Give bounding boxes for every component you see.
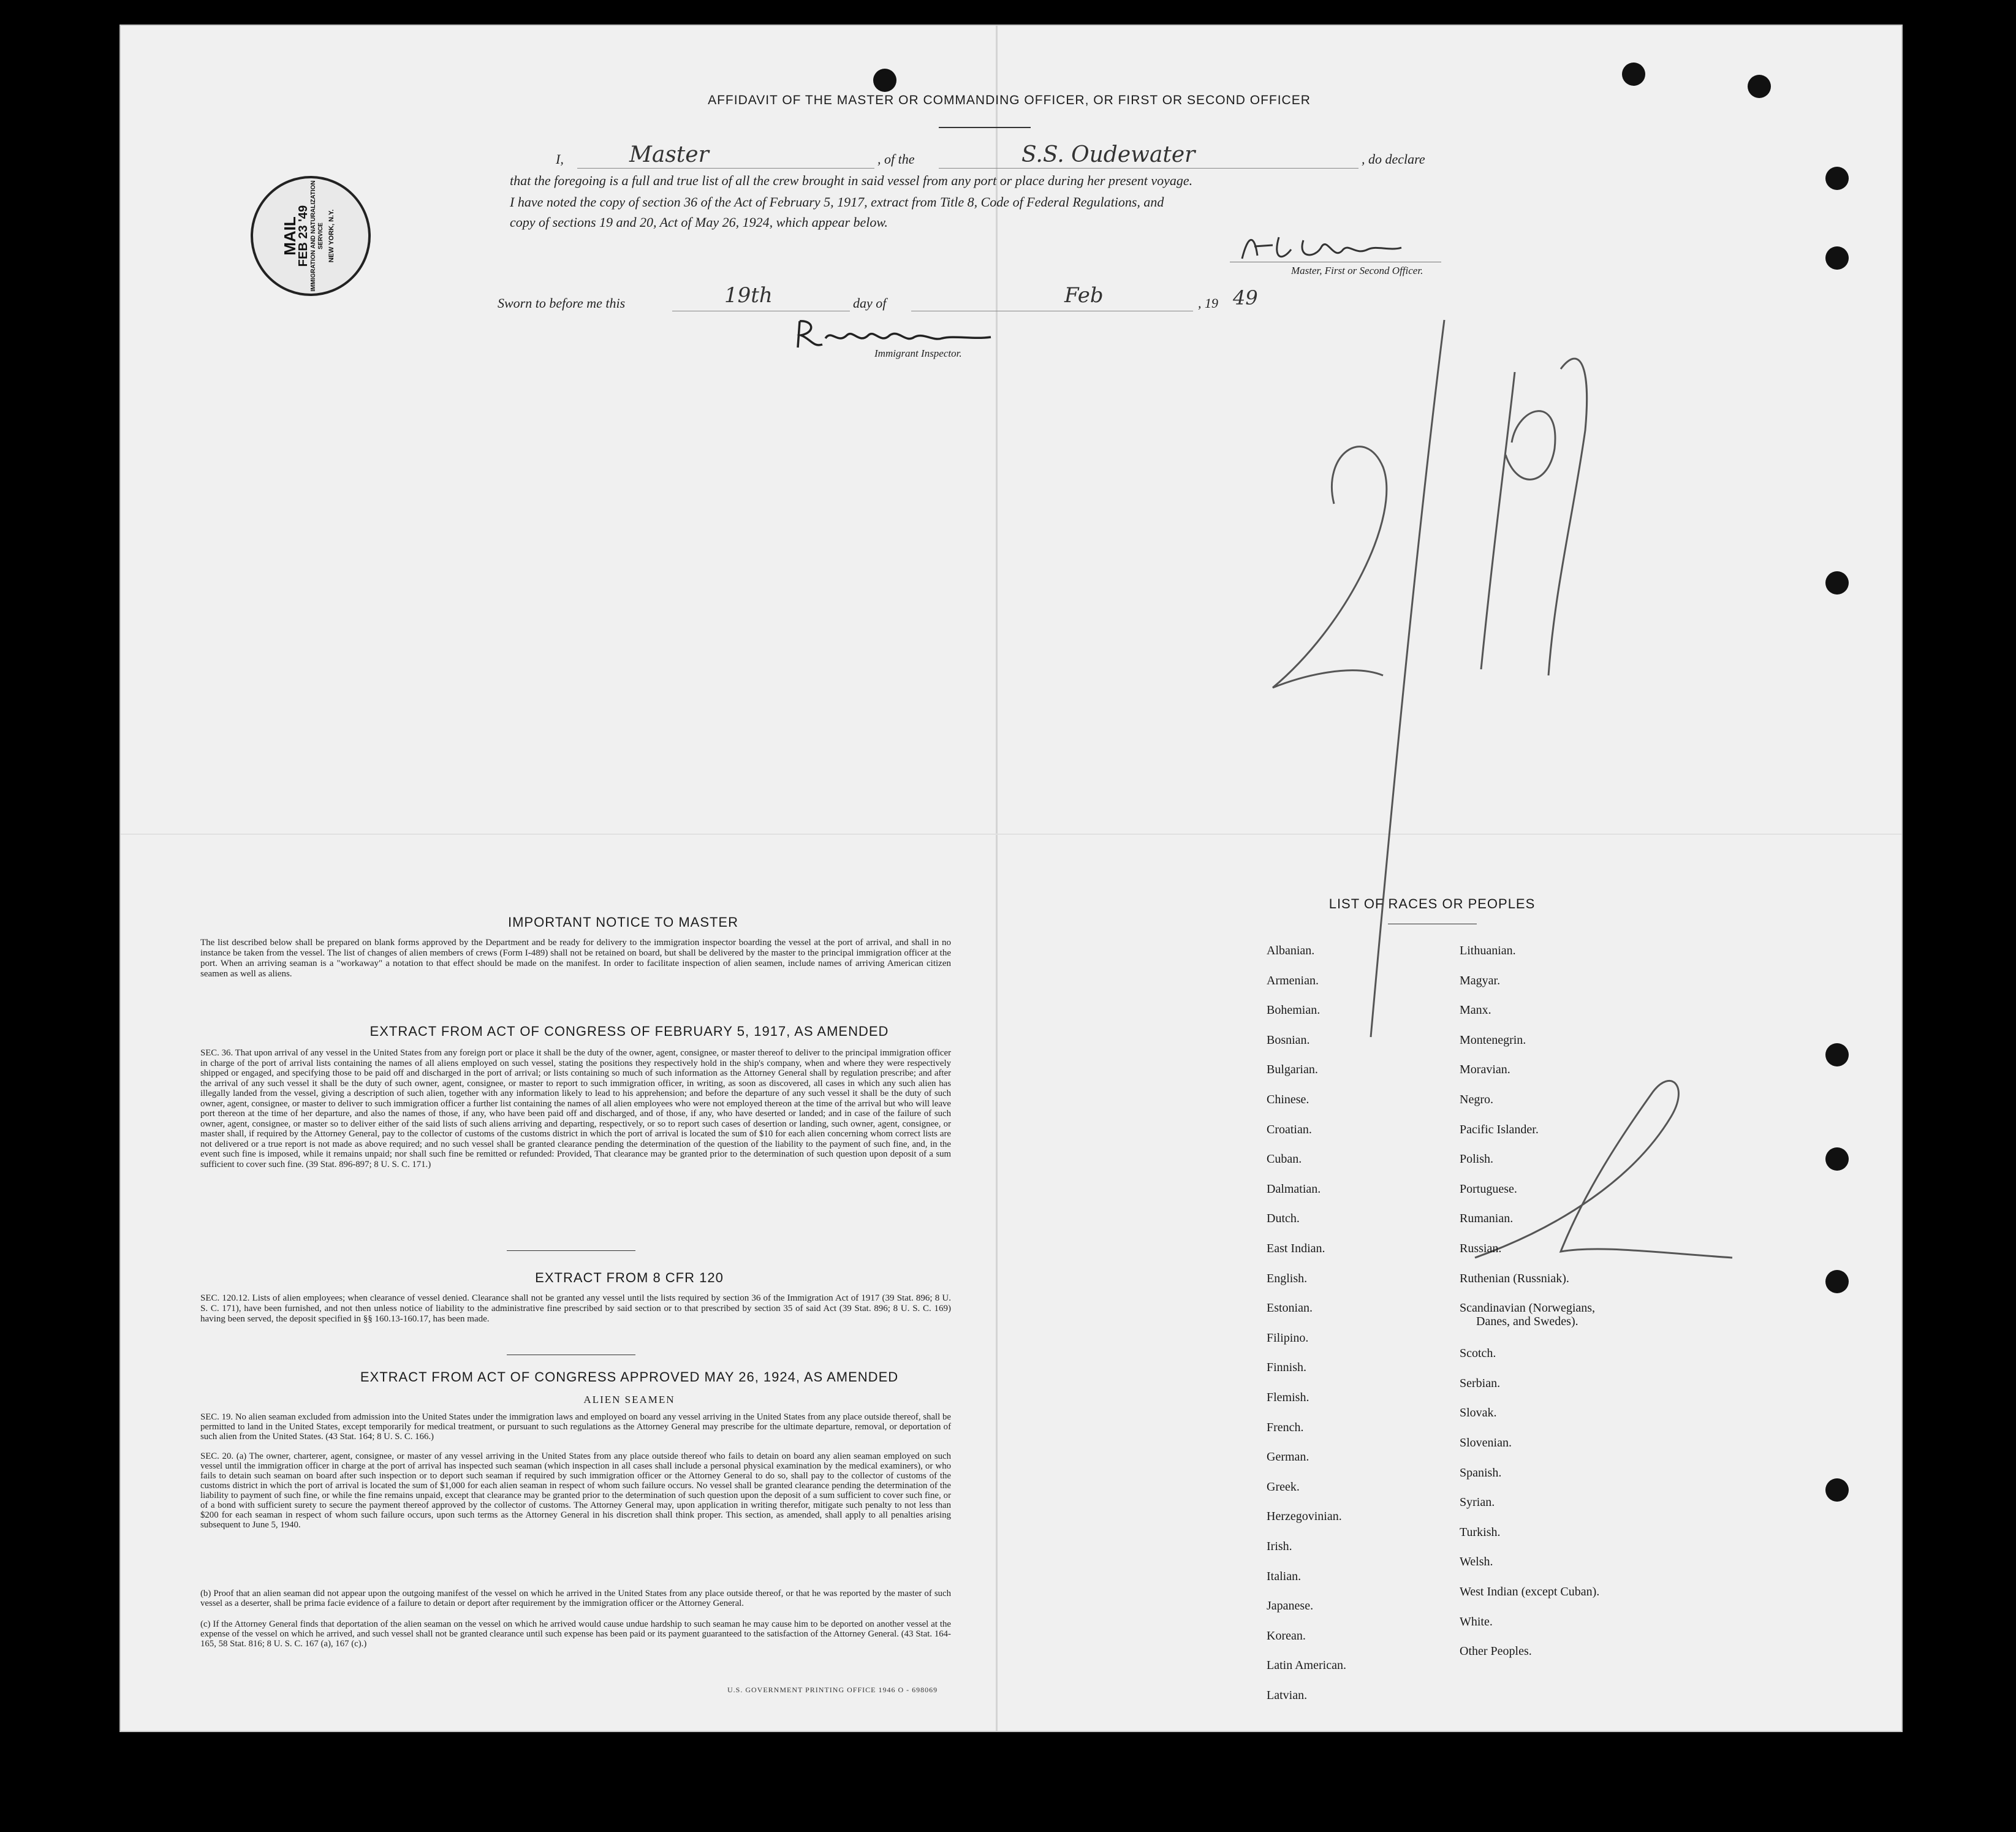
- race-item-right: Pacific Islander.: [1460, 1122, 1539, 1136]
- of-the-label: , of the: [877, 151, 915, 167]
- affidavit-line2: that the foregoing is a full and true list of all the crew brought in said vessel from any port or place during her present voyage.: [510, 173, 1193, 188]
- race-item-left: Japanese.: [1267, 1599, 1314, 1613]
- punch-hole: [1748, 75, 1771, 98]
- rank-line: [577, 168, 874, 169]
- race-item-left: Dutch.: [1267, 1212, 1300, 1226]
- race-item-right: Turkish.: [1460, 1525, 1501, 1539]
- stamp-line3: IMMIGRATION AND NATURALIZATION SERVICE: [310, 180, 324, 292]
- sworn-month: Feb: [1064, 283, 1104, 308]
- affidavit-title: AFFIDAVIT OF THE MASTER OR COMMANDING OFFICER, OR FIRST OR SECOND OFFICER: [708, 93, 1311, 107]
- form-sheet: [119, 25, 1903, 1732]
- race-item-left: Estonian.: [1267, 1301, 1313, 1315]
- race-item-right: Rumanian.: [1460, 1212, 1514, 1226]
- race-item-left: Bulgarian.: [1267, 1063, 1318, 1077]
- extract-1924-sec20a: SEC. 20. (a) The owner, charterer, agent, consignee, or master of any vessel arriving in the United States from any place outside thereof who fails to detain on board any alien seaman employed on such vessel until the immigration officer in charge at the port of arrival has inspected such seaman (which inspection in all cases shall include a personal physical examination by the medical examiners), or who fails to detain such seaman on board after such inspection or to deport such seaman if required by such immigration officer or the Attorney General to do so, shall pay to the collector of customs of the customs district in which the port of arrival is located the sum of $1,000 for each alien seaman in respect of whom such failure occurs. No vessel shall be granted clearance pending the determination of the liability to payment of such fine, or while the fine remains unpaid, except that clearance may be granted prior to the determination of such question upon the deposit of a sum sufficient to cover such fine, or of a bond with sufficient surety to secure the payment thereof approved by the collector of customs. The Attorney General may, upon application in writing therefor, mitigate such penalty to not less than $200 for each seaman in respect of whom such failure occurs, upon such terms as the Attorney General in his discretion shall think proper. This section, as amended, shall apply to all penalties arising subsequent to June 5, 1940.: [200, 1451, 951, 1530]
- race-item-right: West Indian (except Cuban).: [1460, 1585, 1600, 1598]
- race-item-left: Italian.: [1267, 1569, 1302, 1583]
- race-item-left: Irish.: [1267, 1540, 1292, 1553]
- notice-body: The list described below shall be prepared on blank forms approved by the Department and be ready for delivery to the immigration inspector boarding the vessel at the port of arrival, and shall in no instance be taken from the vessel. The list of changes of alien members of crews (Form I-489) shall not be retained on board, but shall be delivered by the master to the principal immigration officer at the port. When an arriving seaman is a "workaway" a notation to that effect should be made on the manifest. In order to facilitate inspection of alien seamen, include names of arriving American citizen seamen as well as aliens.: [200, 938, 951, 979]
- punch-hole: [1825, 1043, 1849, 1066]
- extract-1924-title: EXTRACT FROM ACT OF CONGRESS APPROVED MAY 26, 1924, AS AMENDED: [360, 1369, 899, 1385]
- stamp-line1: MAIL: [281, 216, 299, 256]
- race-item-right: Slovenian.: [1460, 1436, 1512, 1450]
- race-item-right: Lithuanian.: [1460, 944, 1516, 957]
- race-item-left: Flemish.: [1267, 1391, 1309, 1404]
- race-item-right: Welsh.: [1460, 1555, 1493, 1569]
- race-item-right: Serbian.: [1460, 1376, 1501, 1390]
- race-item-left: Croatian.: [1267, 1122, 1312, 1136]
- stamp-line4: NEW YORK, N.Y.: [328, 209, 335, 263]
- race-item-left: East Indian.: [1267, 1242, 1325, 1255]
- race-item-right: Manx.: [1460, 1003, 1491, 1017]
- race-item-right: Negro.: [1460, 1093, 1493, 1106]
- race-item-right: Scandinavian (Norwegians,: [1460, 1301, 1596, 1315]
- race-item-right: Other Peoples.: [1460, 1644, 1532, 1659]
- race-item-left: Herzegovinian.: [1267, 1510, 1342, 1524]
- extract-1924-sec19: SEC. 19. No alien seaman excluded from admission into the United States under the immigration laws and employed on board any vessel arriving in the United States from any place outside thereof, shall be permitted to land in the United States, except temporarily for medical treatment, or pursuant to such regulations as the Attorney General may prescribe for the ultimate departure, removal, or deportation of such alien from the United States. (43 Stat. 164; 8 U. S. C. 166.): [200, 1412, 951, 1442]
- year-suffix: 49: [1233, 286, 1258, 310]
- extract-1924-sec20b: (b) Proof that an alien seaman did not appear upon the outgoing manifest of the vessel on which he arrived in the United States from any place outside thereof, or that he was reported by the master of such vessel as a deserter, shall be prima facie evidence of a failure to detain or deport after requirement by the immigration officer or the Attorney General.: [200, 1589, 951, 1608]
- sworn-day: 19th: [724, 283, 773, 308]
- race-item-left: Filipino.: [1267, 1331, 1309, 1345]
- rank-handwritten: Master: [629, 142, 709, 167]
- race-item-left: Cuban.: [1267, 1152, 1302, 1166]
- race-item-left: Korean.: [1267, 1629, 1306, 1643]
- race-item-left: French.: [1267, 1420, 1304, 1434]
- races-title: LIST OF RACES OR PEOPLES: [1328, 896, 1536, 911]
- printer-imprint: U.S. GOVERNMENT PRINTING OFFICE 1946 O - 698069: [727, 1686, 938, 1694]
- extract-1917-title: EXTRACT FROM ACT OF CONGRESS OF FEBRUARY 5, 1917, AS AMENDED: [369, 1024, 889, 1039]
- notice-title: IMPORTANT NOTICE TO MASTER: [507, 914, 738, 930]
- extract-1924-subtitle: ALIEN SEAMEN: [583, 1394, 675, 1405]
- race-item-right: Magyar.: [1460, 973, 1501, 987]
- race-item-right: Russian.: [1460, 1242, 1502, 1255]
- race-item-right: Spanish.: [1460, 1465, 1502, 1480]
- punch-hole: [1825, 1147, 1849, 1171]
- extract-1917-body: SEC. 36. That upon arrival of any vessel in the United States from any foreign port or place it shall be the duty of the owner, agent, consignee, or master thereof to deliver to the principal immigration officer in charge of the port of arrival lists containing the names of all aliens employed on such vessel, stating the positions they respectively hold in the ship's company, when and where they were respectively shipped or engaged, and specifying those to be paid off and discharged in the port of arrival; or lists containing so much of such information as the Attorney General shall by regulation prescribe; and after the arrival of any such vessel it shall be the duty of such owner, agent, consignee, or master to report to such immigration officer, in writing, as soon as discovered, all cases in which any such alien has illegally landed from the vessel, giving a description of such alien, together with any information likely to lead to his apprehension; and before the departure of any such vessel it shall be the duty of such owner, agent, consignee, or master to deliver to such immigration officer a further list containing the names of all alien employees who were not employed thereon at the time of the arrival but who will leave port thereon at the time of her departure, and also the names of those, if any, who have been paid off and discharged, and of those, if any, who have deserted or landed; and in case of the failure of such owner, agent, consignee, or master so to deliver either of the said lists of such aliens arriving and departing, respectively, or so to report such cases of desertion or landing, such owner, agent, consignee, or master shall, if required by the Attorney General, pay to the collector of customs of the customs district in which the port of arrival is located the sum of $10 for each alien concerning whom correct lists are not delivered or a true report is not made as above required; and no such vessel shall be granted clearance pending the determination of the question of the liability to the payment of such fine, and, in the event such fine is imposed, while it remains unpaid; nor shall such fine be remitted or refunded: Provided, That clearance may be granted prior to the determination of such question upon deposit of a sum sufficient to cover such fine. (39 Stat. 896-897; 8 U. S. C. 171.): [200, 1048, 951, 1169]
- affidavit-line4: copy of sections 19 and 20, Act of May 26, 1924, which appear below.: [510, 215, 888, 230]
- extract-8cfr-title: EXTRACT FROM 8 CFR 120: [535, 1270, 724, 1285]
- affidavit-line3: I have noted the copy of section 36 of the Act of February 5, 1917, extract from Title 8, Code of Federal Regulations, and: [510, 194, 1164, 210]
- punch-hole: [1825, 1478, 1849, 1502]
- sworn-prefix: Sworn to before me this: [498, 295, 626, 311]
- race-item-left: Bohemian.: [1267, 1003, 1321, 1017]
- race-item-left: Chinese.: [1267, 1093, 1309, 1106]
- day-of-label: day of: [853, 295, 887, 311]
- race-item-right: Moravian.: [1460, 1063, 1510, 1077]
- extract-8cfr-body: SEC. 120.12. Lists of alien employees; when clearance of vessel denied. Clearance shall not be granted any vessel until the lists required by section 36 of the Immigration Act of 1917 (39 Stat. 896; 8 U. S. C. 171), have been furnished, and not then unless notice of liability to the administrative fine prescribed by said section or to that prescribed by section 35 of said Act (39 Stat. 896; 8 U. S. C. 169) having been served, the deposit specified in §§ 160.13-160.17, has been made.: [200, 1293, 951, 1324]
- stamp-line2: FEB 23 '49: [297, 205, 310, 267]
- vessel-handwritten: S.S. Oudewater: [1021, 142, 1196, 167]
- vessel-line: [939, 168, 1359, 169]
- punch-hole: [1825, 571, 1849, 595]
- punch-hole: [1825, 167, 1849, 190]
- punch-hole: [873, 69, 896, 92]
- race-item-left: Greek.: [1267, 1480, 1300, 1494]
- rule-1: [507, 1250, 635, 1251]
- race-item-left: English.: [1267, 1271, 1308, 1285]
- race-item-right: Danes, and Swedes).: [1476, 1315, 1578, 1329]
- race-item-left: Bosnian.: [1267, 1033, 1310, 1047]
- affidavit-line1-prefix: I,: [556, 151, 564, 167]
- race-item-left: Armenian.: [1267, 973, 1319, 987]
- race-item-left: Albanian.: [1267, 944, 1315, 957]
- race-item-right: Polish.: [1460, 1152, 1494, 1166]
- punch-hole: [1825, 1270, 1849, 1293]
- punch-hole: [1825, 246, 1849, 270]
- inspector-caption: Immigrant Inspector.: [874, 348, 962, 359]
- mail-stamp: [251, 176, 371, 296]
- race-item-right: Montenegrin.: [1460, 1033, 1526, 1047]
- center-fold: [996, 26, 998, 1731]
- extract-1924-sec20c: (c) If the Attorney General finds that deportation of the alien seaman on the vessel on which he arrived would cause undue hardship to such seaman he may cause him to be deported on another vessel at the expense of the vessel on which he arrived, and such vessel shall not be granted clearance until such expense has been paid or its payment guaranteed to the satisfaction of the Attorney General. (43 Stat. 164-165, 58 Stat. 816; 8 U. S. C. 167 (a), 167 (c).): [200, 1619, 951, 1649]
- race-item-left: German.: [1267, 1450, 1309, 1464]
- do-declare-label: , do declare: [1362, 151, 1425, 167]
- master-caption: Master, First or Second Officer.: [1291, 265, 1423, 276]
- race-item-right: White.: [1460, 1614, 1493, 1629]
- race-item-right: Ruthenian (Russniak).: [1460, 1271, 1569, 1285]
- race-item-left: Dalmatian.: [1267, 1182, 1321, 1196]
- race-item-left: Finnish.: [1267, 1361, 1307, 1375]
- race-item-left: Latin American.: [1267, 1659, 1346, 1673]
- race-item-right: Syrian.: [1460, 1496, 1495, 1510]
- race-item-right: Portuguese.: [1460, 1182, 1517, 1196]
- race-item-right: Scotch.: [1460, 1347, 1496, 1361]
- race-item-right: Slovak.: [1460, 1406, 1497, 1420]
- race-item-left: Latvian.: [1267, 1689, 1308, 1702]
- year-prefix: , 19: [1198, 295, 1218, 311]
- title-rule: [939, 127, 1031, 128]
- punch-hole: [1622, 63, 1645, 86]
